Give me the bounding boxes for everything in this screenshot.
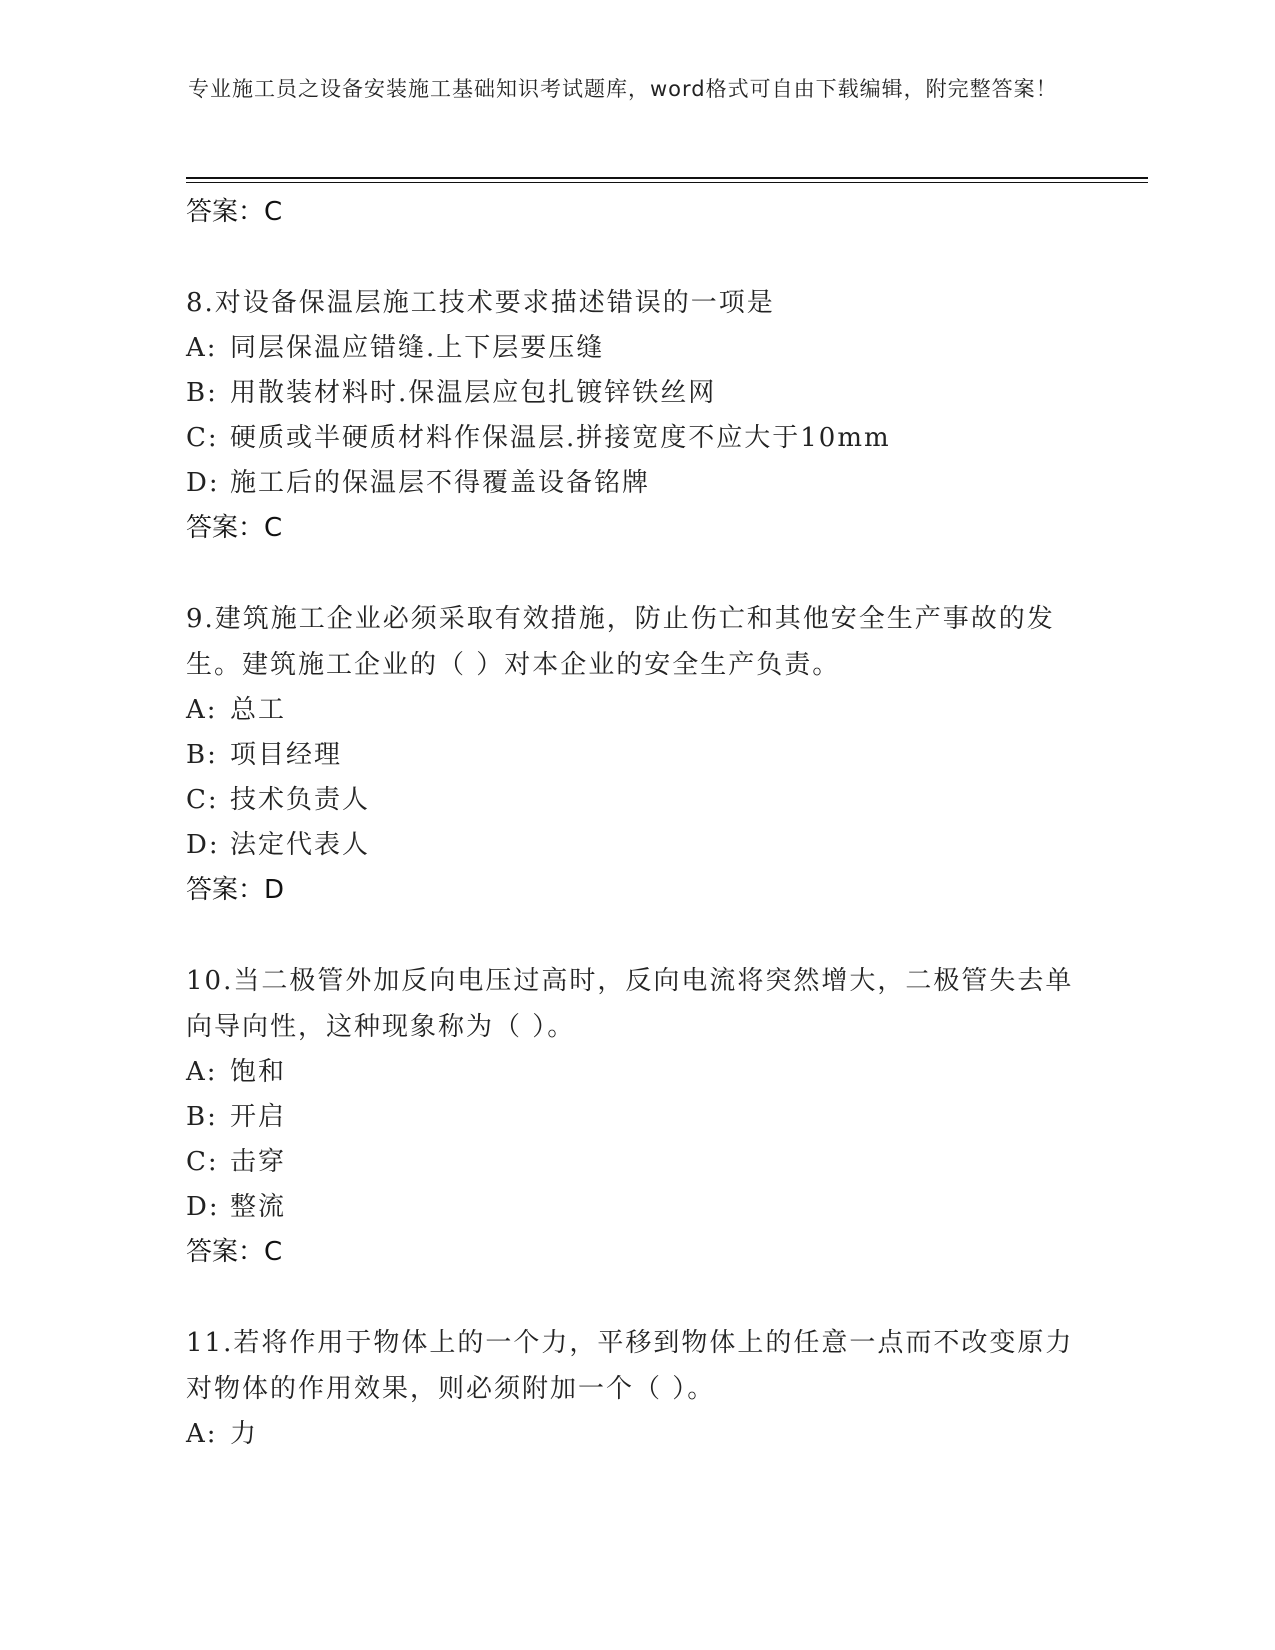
option-line xyxy=(186,1185,1086,1230)
option-text: 用散装材料时.保温层应包扎镀锌铁丝网 xyxy=(230,378,717,408)
question-list xyxy=(186,190,1086,1457)
answer-line: 答案：C xyxy=(186,513,283,543)
question-item xyxy=(186,1320,1086,1457)
option-letter: C: xyxy=(186,423,219,453)
option-line xyxy=(186,823,1086,868)
option-line xyxy=(186,1095,1086,1140)
option-letter: B: xyxy=(186,740,218,770)
option-letter: D: xyxy=(186,1192,220,1222)
option-text: 饱和 xyxy=(230,1057,287,1087)
option-text: 项目经理 xyxy=(230,740,343,770)
option-letter: D: xyxy=(186,468,220,498)
option-line xyxy=(186,1412,1086,1457)
spacer xyxy=(186,551,1086,596)
header-rule-thin xyxy=(186,182,1148,183)
option-line xyxy=(186,326,1086,371)
spacer xyxy=(186,913,1086,958)
option-letter: A: xyxy=(186,695,218,725)
question-stem: 9.建筑施工企业必须采取有效措施，防止伤亡和其他安全生产事故的发生。建筑施工企业的（ ）对本企业的安全生产负责。 xyxy=(186,604,1055,680)
question-item xyxy=(186,280,1086,551)
option-line xyxy=(186,461,1086,506)
spacer xyxy=(186,235,1086,280)
option-letter: A: xyxy=(186,1419,218,1449)
option-line xyxy=(186,371,1086,416)
question-stem: 11.若将作用于物体上的一个力，平移到物体上的任意一点而不改变原力对物体的作用效果，则必须附加一个（ ）。 xyxy=(186,1328,1074,1404)
option-text: 力 xyxy=(230,1419,259,1449)
option-text: 整流 xyxy=(230,1192,287,1222)
option-text: 同层保温应错缝.上下层要压缝 xyxy=(230,333,605,363)
option-text: 硬质或半硬质材料作保温层.拼接宽度不应大于10mm xyxy=(230,423,891,453)
option-line xyxy=(186,1050,1086,1095)
question-item xyxy=(186,958,1086,1275)
option-text: 击穿 xyxy=(230,1147,287,1177)
question-stem: 10.当二极管外加反向电压过高时，反向电流将突然增大，二极管失去单向导向性，这种现象称为（ ）。 xyxy=(186,966,1074,1042)
option-line xyxy=(186,733,1086,778)
option-letter: B: xyxy=(186,378,218,408)
question-stem: 8.对设备保温层施工技术要求描述错误的一项是 xyxy=(186,288,775,318)
option-letter: D: xyxy=(186,830,220,860)
option-text: 法定代表人 xyxy=(230,830,371,860)
option-line xyxy=(186,778,1086,823)
option-letter: A: xyxy=(186,1057,218,1087)
option-text: 技术负责人 xyxy=(230,785,371,815)
option-text: 总工 xyxy=(230,695,287,725)
option-line xyxy=(186,1140,1086,1185)
question-item xyxy=(186,596,1086,913)
option-text: 开启 xyxy=(230,1102,287,1132)
option-letter: C: xyxy=(186,1147,219,1177)
option-letter: B: xyxy=(186,1102,218,1132)
header-rule-thick xyxy=(186,177,1148,179)
answer-line: 答案：D xyxy=(186,875,285,905)
option-letter: A: xyxy=(186,333,218,363)
answer-line: 答案：C xyxy=(186,1237,283,1267)
option-text: 施工后的保温层不得覆盖设备铭牌 xyxy=(230,468,651,498)
document-header: 专业施工员之设备安装施工基础知识考试题库，word格式可自由下载编辑，附完整答案！ xyxy=(188,77,1058,101)
option-line xyxy=(186,416,1086,461)
option-letter: C: xyxy=(186,785,219,815)
answer-line: 答案：C xyxy=(186,197,283,227)
option-line xyxy=(186,688,1086,733)
spacer xyxy=(186,1275,1086,1320)
